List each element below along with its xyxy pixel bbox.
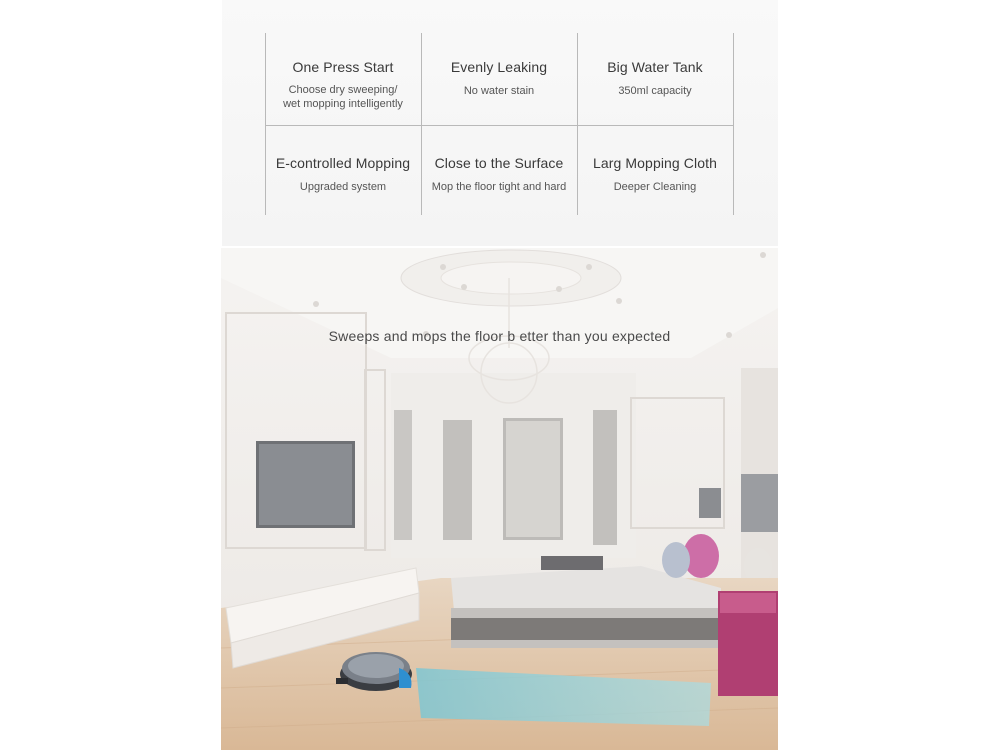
feature-large-mopping-cloth [577,129,733,220]
lamp-shade [699,488,721,518]
feature-title: Evenly Leaking [450,59,548,75]
grid-divider [733,33,734,215]
feature-title: Larg Mopping Cloth [593,155,717,171]
feature-subtitle: Choose dry sweeping/ wet mopping intelligently [283,84,403,110]
lamp-shade [741,474,778,532]
bed-tray [541,556,603,570]
bedroom-scene [221,248,778,750]
feature-one-press-start [265,33,421,124]
feature-subtitle: Mop the floor tight and hard [431,181,567,193]
feature-subtitle: Deeper Cleaning [613,181,697,193]
nightstand-drawer [720,593,776,613]
feature-evenly-leaking [421,33,577,124]
feature-close-to-surface [421,129,577,220]
window [593,410,617,545]
bed-base [451,618,721,640]
feature-title: Big Water Tank [607,59,703,75]
window [443,420,472,540]
feature-grid [265,33,735,215]
window [394,410,412,540]
television-screen [259,444,352,525]
feature-title: One Press Start [292,59,394,75]
feature-subtitle: 350ml capacity [618,85,692,97]
feature-subtitle: No water stain [463,85,535,97]
feature-title: Close to the Surface [434,155,564,171]
bedroom-illustration [221,248,778,750]
grid-divider [265,125,734,126]
pillow [662,542,690,578]
feature-title: E-controlled Mopping [275,155,411,171]
scene-tagline: Sweeps and mops the floor b etter than you expected [328,328,671,344]
window-pane [506,421,560,537]
feature-e-controlled-mopping [265,129,421,220]
feature-big-water-tank [577,33,733,124]
feature-subtitle: Upgraded system [299,181,387,193]
